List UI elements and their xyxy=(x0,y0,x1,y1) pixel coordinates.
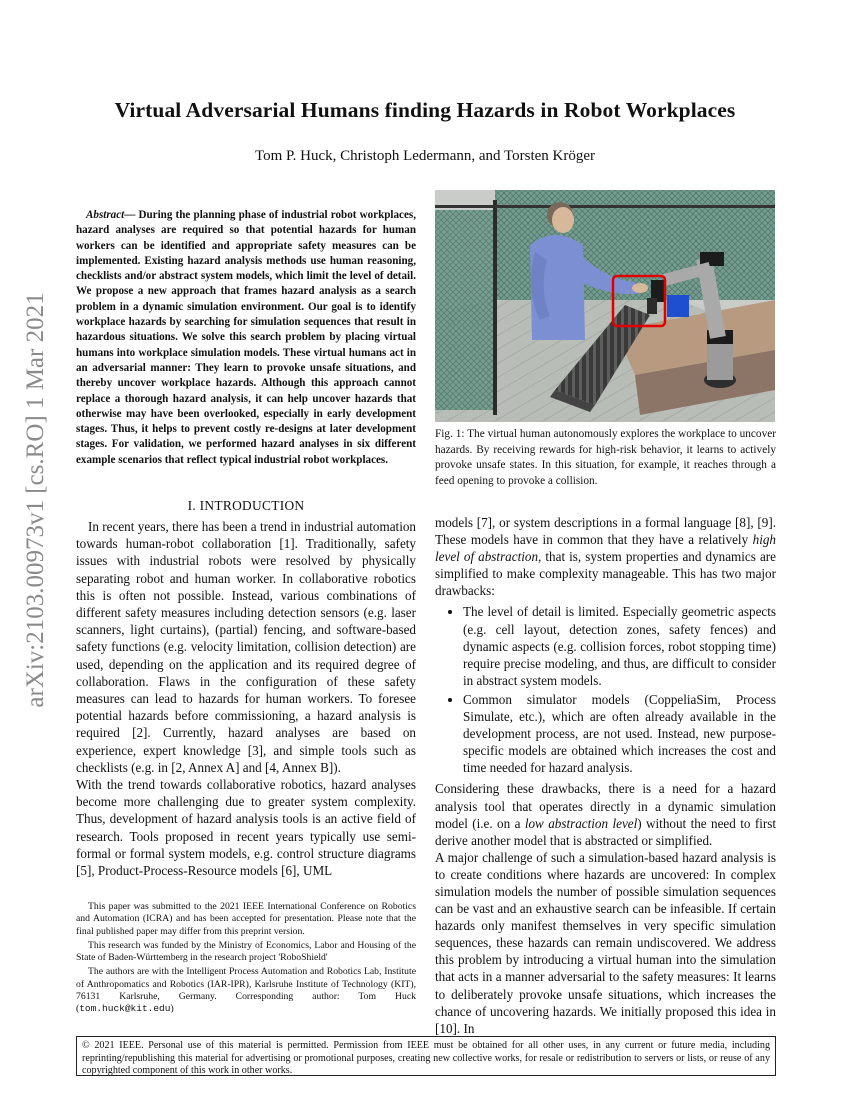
footnote-end: ) xyxy=(170,1003,174,1015)
arxiv-id: arXiv:2103.00973v1 [cs.RO] 1 Mar 2021 xyxy=(22,292,49,708)
figure-caption: Fig. 1: The virtual human autonomously explores the workplace to uncover hazards. By receiving rewards for high-risk behavior, it learns to actively provoke unsafe states. In this situation, for example, it reaches through a feed opening to provoke a collision. xyxy=(435,428,776,487)
paragraph: In recent years, there has been a trend in industrial automation towards human-robot collaboration [1]. Traditionally, safety issues with industrial robots were resolved by physically separating robot and human worker. In collaborative robotics this is often not possible. Instead, various combinations of different safety measures including detection sensors (e.g. laser scanners, light curtains), (partial) fencing, and software-based safety functions (e.g. velocity limitation, collision detection) are used, depending on the application and its required degree of collaboration. Flaws in the configuration of these safety measures can lead to hazards for human workers. To foresee potential hazards before commissioning, a hazard analysis is required [2]. Currently, hazard analyses are based on experience, expert knowledge [3], and simple tools such as checklists (e.g. in [2, Annex A] and [4, Annex B]). xyxy=(76,519,416,775)
paragraph: A major challenge of such a simulation-based hazard analysis is to create conditions where hazards are uncovered: In complex simulation models the number of possible simulation sequences can be vast and an exhaustive search can be infeasible. If certain hazards only manifest themselves in very specific simulation sequences, these hazards can remain undiscovered. We address this problem by introducing a virtual human into the simulation that acts in a manner adversarial to the safety measures: It learns to deliberately provoke unsafe situations, which increases the chance of uncovering hazards. We initially proposed this idea in [10]. In xyxy=(435,849,776,1036)
author-email: tom.huck@kit.edu xyxy=(79,1003,171,1015)
paragraph: With the trend towards collaborative robotics, hazard analyses become more challenging due to greater system complexity. Thus, development of hazard analysis tools is an active field of research. Tools proposed in recent years typically use semi-formal or formal system models, e.g. control structure diagrams [5], Product-Process-Resource models [6], UML xyxy=(76,777,416,879)
copyright-notice: © 2021 IEEE. Personal use of this material is permitted. Permission from IEEE must be obtained for all other uses, in any current or future media, including reprinting/republishing this material for advertising or promotional purposes, creating new collective works, for resale or redistribution to servers or lists, or reuse of any copyrighted component of this work in other works. xyxy=(76,1036,776,1076)
paragraph xyxy=(435,514,776,599)
emphasis: high level of abstraction xyxy=(435,532,776,565)
left-column xyxy=(76,518,416,879)
text-run: Considering these drawbacks, there is a need for a hazard analysis tool that operates directly in a dynamic simulation model (i.e. on a xyxy=(435,781,776,831)
abstract-label: Abstract xyxy=(86,209,125,221)
arxiv-stamp xyxy=(16,292,56,708)
footnote: This research was funded by the Ministry of Economics, Labor and Housing of the State of Baden-Württemberg in the research project 'RoboShield' xyxy=(76,939,416,964)
abstract-text: — During the planning phase of industrial robot workplaces, hazard analyses are required so that potential hazards for human workers can be identified and appropriate safety measures can be implemented. Existing hazard analysis methods use human reasoning, checklists and/or abstract system models, which limit the level of detail. We propose a new approach that frames hazard analysis as a search problem in a dynamic simulation environment. Our goal is to identify workplace hazards by searching for simulation sequences that result in hazardous situations. We solve this search problem by placing virtual humans into workplace simulation models. These virtual humans act in an adversarial manner: They learn to provoke unsafe situations, and thereby uncover workplace hazards. Although this approach cannot replace a thorough hazard analysis, it can help uncover hazards that otherwise may have been overlooked, especially in early development stages. Thus, it helps to prevent costly re-designs at later development stages. For validation, we performed hazard analyses in six different example scenarios that reflect typical industrial robot workplaces. xyxy=(76,209,416,466)
footnote-text: The authors are with the Intelligent Process Automation and Robotics Lab, Institute of Anthropomatics and Robotics (IAR-IPR), Karlsruhe Institute of Technology (KIT), 76131 Karlsruhe, Germany. Corresponding author: Tom Huck ( xyxy=(76,966,416,1015)
paper-authors: Tom P. Huck, Christoph Ledermann, and Torsten Kröger xyxy=(254,148,596,164)
list-item: • The level of detail is limited. Especially geometric aspects (e.g. cell layout, detection zones, safety fences) and dynamic aspects (e.g. collision forces, robot stopping time) require precise modeling, and thus, are difficult to consider in abstract system models. xyxy=(463,603,776,688)
text-run: ) without the need to first derive another model that is abstracted or simplified. xyxy=(435,815,777,848)
paragraph xyxy=(435,780,776,848)
drawback-list xyxy=(435,603,776,776)
list-item: • Common simulator models (CoppeliaSim, Process Simulate, etc.), which are often already available in the development process, are not used. Instead, new purpose-specific models are obtained which increases the cost and time needed for hazard analysis. xyxy=(463,691,776,776)
footnote xyxy=(76,966,416,1015)
paper-title: Virtual Adversarial Humans finding Hazards in Robot Workplaces xyxy=(114,98,736,122)
robot-workplace-render xyxy=(435,190,775,422)
abstract xyxy=(76,208,416,468)
emphasis: low abstraction level xyxy=(524,815,638,831)
text-run: models [7], or system descriptions in a formal language [8], [9]. These models have in common that they have a relatively xyxy=(435,515,776,548)
figure-1 xyxy=(435,190,775,422)
right-column xyxy=(435,514,776,1037)
footnote: This paper was submitted to the 2021 IEEE International Conference on Robotics and Automation (ICRA) and has been accepted for presentation. Please note that the final published paper may differ from this preprint version. xyxy=(76,901,416,937)
text-run: , that is, system properties and dynamics are simplified to make complexity manageable. This has two major drawbacks: xyxy=(435,549,776,599)
footnotes xyxy=(76,901,416,1018)
section-heading-introduction: I. INTRODUCTION xyxy=(187,498,305,513)
